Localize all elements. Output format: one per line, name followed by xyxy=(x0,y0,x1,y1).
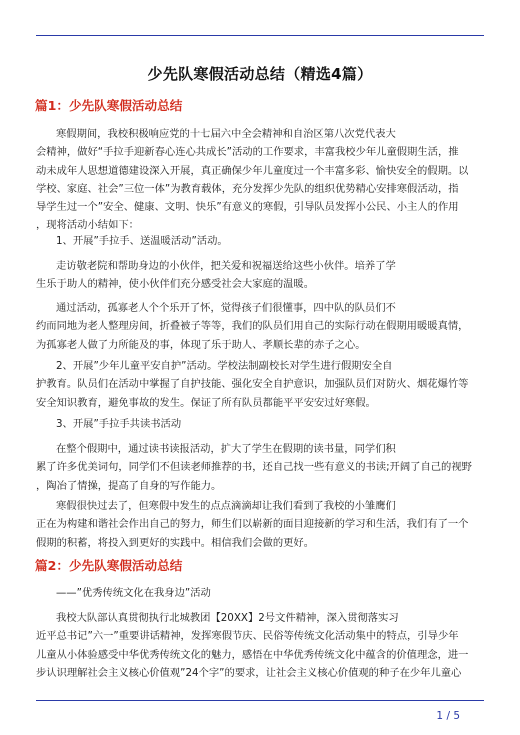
text-line: 学校、家庭、社会”三位一体”为教育载体，充分发挥少先队的组织优势精心安排寒假活动，指 xyxy=(36,182,459,195)
text-line: ，现将活动小结如下： xyxy=(36,219,139,232)
text-line: 2、开展”少年儿童平安自护”活动。学校法制副校长对学生进行假期安全自 xyxy=(56,360,393,372)
text-line: 累了许多优美词句，同学们不但读老师推荐的书，还自己找一些有意义的书读;开阔了自己的视野 xyxy=(36,461,472,474)
text-line: 导学生过一个”安全、健康、文明、快乐”有意义的寒假，引导队员发挥小公民、小主人的作用 xyxy=(36,201,459,214)
text-line: 通过活动，孤寡老人个个乐开了怀，觉得孩子们很懂事，四中队的队员们不 xyxy=(56,302,396,314)
page-number: 1 / 5 xyxy=(436,710,460,722)
paragraph-10 xyxy=(36,609,484,682)
paragraph-6 xyxy=(36,415,484,433)
text-line: 3、开展”手拉手共读书活动 xyxy=(56,418,182,430)
text-line: 约而同地为老人整理房间，折叠被子等等，我们的队员们用自己的实际行动在假期用暖暖真情， xyxy=(36,320,469,333)
paragraph-8 xyxy=(36,497,484,552)
text-line: 生乐于助人的精神，使小伙伴们充分感受社会大家庭的温暖。 xyxy=(36,278,315,291)
text-line: 近平总书记”六一”重要讲话精神，发挥寒假节庆、民俗等传统文化活动集中的特点，引导少年 xyxy=(36,630,459,643)
text-line: ，陶冶了情操，提高了自身的写作能力。 xyxy=(36,479,222,492)
text-line: 1、开展”手拉手、送温暖活动”活动。 xyxy=(56,235,228,247)
text-line: 儿童从小体验感受中华优秀传统文化的魅力，感悟在中华优秀传统文化中蕴含的价值理念，进一 xyxy=(36,648,469,661)
paragraph-1 xyxy=(36,125,484,235)
text-line: 走访敬老院和帮助身边的小伙伴，把关爱和祝福送给这些小伙伴。培养了学 xyxy=(56,260,396,272)
paragraph-4 xyxy=(36,299,484,354)
text-line: 动未成年人思想道德建设深入开展，真正确保少年儿童度过一个丰富多彩、愉快安全的假期。以 xyxy=(36,164,469,177)
paragraph-5 xyxy=(36,357,484,412)
header-rule xyxy=(36,35,484,36)
text-line: 安全知识教育，避免事故的发生。保证了所有队员都能平平安安过好寒假。 xyxy=(36,396,376,409)
paragraph-3 xyxy=(36,257,484,294)
text-line: 我校大队部认真贯彻执行北城教团【20XX】2号文件精神，深入贯彻落实习 xyxy=(56,612,399,624)
paragraph-2 xyxy=(36,232,484,250)
footer-rule xyxy=(36,700,484,701)
text-line: 假期的积蓄，将投入到更好的实践中。相信我们会做的更好。 xyxy=(36,536,315,549)
text-line: 在整个假期中，通过读书读报活动，扩大了学生在假期的读书量，同学们积 xyxy=(56,443,396,455)
section-heading-1: 篇1：少先队寒假活动总结 xyxy=(35,98,183,113)
text-line: 为孤寡老人做了力所能及的事，体现了乐于助人、孝顺长辈的赤子之心。 xyxy=(36,338,366,351)
text-line: 护教育。队员们在活动中掌握了自护技能、强化安全自护意识，加强队员们对防火、烟花爆竹等 xyxy=(36,378,469,391)
text-line: 会精神，做好“手拉手迎新春心连心共成长”活动的工作要求，丰富我校少年儿童假期生活，推 xyxy=(36,146,459,159)
document-title: 少先队寒假活动总结（精选4篇） xyxy=(147,65,373,83)
text-line: 寒假期间，我校积极响应党的十七届六中全会精神和自治区第八次党代表大 xyxy=(56,128,396,140)
text-line: 步认识理解社会主义核心价值观”24个字”的要求，让社会主义核心价值观的种子在少年儿童心 xyxy=(36,666,462,679)
paragraph-9 xyxy=(36,584,484,602)
text-line: 寒假很快过去了，但寒假中发生的点点滴滴却让我们看到了我校的小雏鹰们 xyxy=(56,500,396,512)
section-heading-2: 篇2：少先队寒假活动总结 xyxy=(35,558,183,573)
text-line: 正在为构建和谐社会作出自己的努力，师生们以崭新的面目迎接新的学习和生活，我们有了一个 xyxy=(36,518,469,531)
paragraph-7 xyxy=(36,440,484,495)
text-line: ——”优秀传统文化在我身边”活动 xyxy=(56,587,211,599)
